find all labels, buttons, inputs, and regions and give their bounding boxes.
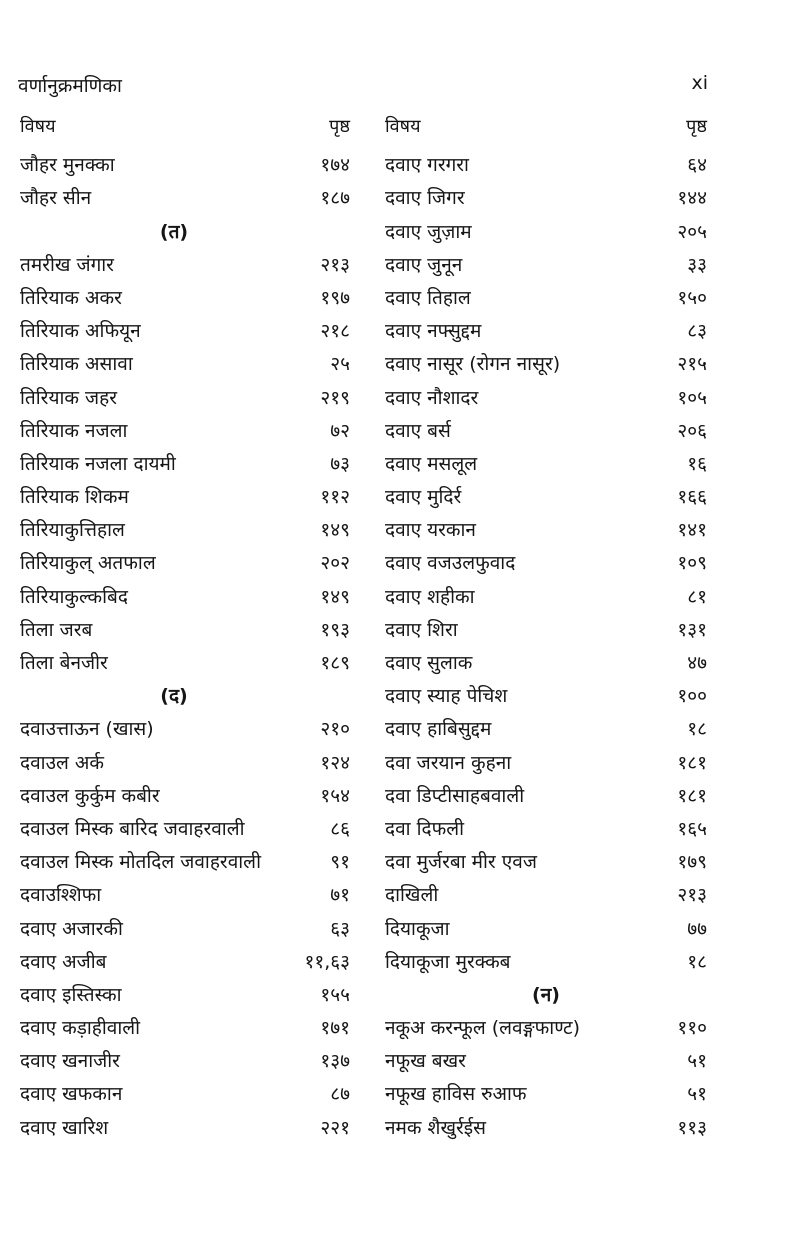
index-entry: [20, 346, 350, 379]
index-entry: [20, 911, 350, 944]
entry-page: १४९: [320, 585, 350, 608]
entry-topic: जौहर सीन: [20, 187, 92, 210]
entry-topic: दवाए हाबिसुद्दम: [385, 718, 492, 741]
index-entry: [385, 844, 707, 877]
index-entry: [20, 1110, 350, 1143]
entry-topic: दवाए स्याह पेचिश: [385, 685, 508, 708]
entry-page: २२१: [320, 1116, 350, 1139]
entry-topic: तिरियाक असावा: [20, 353, 133, 376]
entry-topic: तिरियाक अफियून: [20, 320, 141, 343]
entry-page: १६६: [677, 486, 707, 509]
entry-page: १२४: [320, 751, 350, 774]
entry-page: १३७: [320, 1050, 350, 1073]
entry-page: ११२: [320, 486, 350, 509]
entry-topic: दवाउल कुर्कुम कबीर: [20, 784, 160, 807]
column-header-page: पृष्ठ: [329, 116, 350, 137]
entry-topic: तिरियाक अकर: [20, 286, 122, 309]
entry-page: १९३: [320, 618, 350, 641]
entry-topic: दियाकूजा मुरक्कब: [385, 950, 511, 973]
entry-page: २०५: [677, 220, 707, 243]
entry-page: ७७: [687, 917, 707, 940]
index-entry: [20, 711, 350, 744]
index-entry: [385, 512, 707, 545]
column-header-row: [20, 114, 350, 147]
entry-page: ४७: [687, 652, 707, 674]
entry-topic: नमक शैखुर्रईस: [385, 1116, 486, 1139]
entry-topic: दवाउश्शिफा: [20, 884, 102, 907]
entry-topic: दवाए कड़ाहीवाली: [20, 1017, 141, 1040]
entry-page: १८१: [677, 751, 707, 774]
entry-topic: दवाए तिहाल: [385, 286, 471, 309]
entry-topic: दवाए जुनून: [385, 253, 463, 276]
entry-page: ११३: [677, 1116, 707, 1139]
entry-topic: दवाए अजारकी: [20, 917, 123, 940]
entry-page: १६५: [677, 817, 707, 840]
index-entry: [20, 413, 350, 446]
index-entry: [20, 944, 350, 977]
entry-topic: दवाए नफ्सुद्दम: [385, 320, 482, 343]
index-entry: [20, 147, 350, 180]
section-heading: [20, 678, 350, 711]
index-entry: [385, 745, 707, 778]
entry-topic: दवाए इस्तिस्का: [20, 983, 122, 1006]
column-header-page: पृष्ठ: [686, 116, 707, 137]
entry-page: १८: [687, 718, 707, 741]
entry-page: १०९: [677, 552, 707, 575]
index-entry: [20, 778, 350, 811]
index-entry: [20, 977, 350, 1010]
index-entry: [385, 413, 707, 446]
entry-page: ९१: [330, 851, 350, 874]
entry-page: ७३: [330, 452, 350, 475]
index-entry: [20, 280, 350, 313]
entry-topic: दवाउत्ताऊन (खास): [20, 718, 154, 741]
index-entry: [385, 612, 707, 645]
entry-page: १८७: [320, 187, 350, 210]
entry-topic: दवाए गरगरा: [385, 154, 469, 177]
section-heading: [385, 977, 707, 1010]
entry-page: २०६: [677, 419, 707, 442]
index-entry: [20, 645, 350, 678]
page-title: वर्णानुक्रमणिका: [18, 75, 122, 97]
entry-page: ७२: [330, 419, 350, 442]
index-entry: [385, 778, 707, 811]
entry-topic: दवा डिप्टीसाहबवाली: [385, 784, 525, 807]
index-entry: [20, 745, 350, 778]
entry-page: ८६: [330, 817, 350, 840]
entry-page: १४१: [677, 519, 707, 542]
entry-page: १८१: [677, 784, 707, 807]
index-entry: [20, 313, 350, 346]
entry-topic: तिरियाकुल् अतफाल: [20, 552, 156, 575]
entry-page: १००: [677, 685, 707, 708]
index-entry: [385, 247, 707, 280]
entry-topic: जौहर मुनक्का: [20, 154, 115, 177]
entry-page: २१०: [320, 718, 350, 741]
index-entry: [20, 1043, 350, 1076]
index-entry: [385, 1076, 707, 1109]
entry-topic: दियाकूजा: [385, 917, 450, 940]
entry-page: ३३: [687, 253, 707, 276]
entry-topic: दवाए अजीब: [20, 950, 107, 973]
section-letter: (न): [532, 983, 560, 1006]
section-letter: (द): [160, 685, 188, 708]
entry-page: १७४: [320, 154, 350, 177]
index-entry: [385, 711, 707, 744]
index-entry: [20, 811, 350, 844]
entry-topic: दवाउल मिस्क मोतदिल जवाहरवाली: [20, 851, 261, 874]
section-letter: (त): [159, 220, 189, 243]
index-entry: [385, 147, 707, 180]
entry-topic: दवाए खफकान: [20, 1083, 123, 1106]
column-header-topic: विषय: [20, 116, 56, 137]
entry-topic: दवाए शहीका: [385, 585, 475, 608]
index-entry: [20, 446, 350, 479]
entry-topic: दवाए शिरा: [385, 618, 458, 641]
entry-topic: दवाए जुज़ाम: [385, 220, 472, 243]
entry-topic: तमरीख जंगार: [20, 253, 114, 276]
index-column-right: [385, 114, 707, 1143]
index-entry: [385, 214, 707, 247]
entry-topic: दवाए खनाजीर: [20, 1050, 120, 1073]
entry-page: ५१: [687, 1050, 707, 1073]
entry-topic: नफूख बखर: [385, 1050, 466, 1073]
entry-topic: दवाए नौशादर: [385, 386, 479, 409]
index-entry: [20, 180, 350, 213]
entry-page: ८७: [330, 1083, 350, 1106]
entry-topic: दवाए बर्स: [385, 419, 451, 442]
entry-page: १७१: [320, 1017, 350, 1040]
entry-page: १४९: [320, 519, 350, 542]
entry-page: २१३: [677, 884, 707, 907]
entry-topic: तिरियाक शिकम: [20, 486, 129, 509]
entry-topic: दवा दिफली: [385, 817, 465, 840]
entry-topic: दवाए नासूर (रोगन नासूर): [385, 353, 561, 376]
index-entry: [385, 180, 707, 213]
entry-topic: दवाए वजउलफुवाद: [385, 552, 516, 575]
index-entry: [385, 645, 707, 678]
entry-topic: दवाए जिगर: [385, 187, 465, 210]
index-entry: [20, 579, 350, 612]
entry-topic: दवाउल मिस्क बारिद जवाहरवाली: [20, 817, 245, 840]
entry-topic: दवाए सुलाक: [385, 652, 473, 674]
entry-page: ८१: [687, 585, 707, 608]
entry-page: ११०: [677, 1017, 707, 1040]
entry-topic: नफूख हाविस रुआफ: [385, 1083, 527, 1106]
entry-topic: नकूअ करन्फूल (लवङ्गफाण्ट): [385, 1017, 581, 1040]
index-entry: [385, 545, 707, 578]
entry-page: २५: [330, 353, 350, 376]
index-entry: [385, 479, 707, 512]
index-entry: [385, 1043, 707, 1076]
index-entry: [20, 512, 350, 545]
index-entry: [385, 380, 707, 413]
entry-topic: दवाए मसलूल: [385, 452, 478, 475]
index-entry: [385, 1010, 707, 1043]
entry-page: १८: [687, 950, 707, 973]
entry-topic: तिरियाक नजला: [20, 419, 128, 442]
entry-page: ८३: [687, 320, 707, 343]
index-entry: [20, 612, 350, 645]
entry-page: १३१: [677, 618, 707, 641]
index-entry: [20, 380, 350, 413]
entry-page: १७९: [677, 851, 707, 874]
entry-topic: तिरियाक जहर: [20, 386, 117, 409]
page-number: xi: [691, 72, 708, 94]
index-entry: [20, 479, 350, 512]
entry-page: १६: [687, 452, 707, 475]
entry-page: ७१: [330, 884, 350, 907]
index-entry: [385, 579, 707, 612]
entry-page: ११,६३: [304, 950, 350, 973]
index-entry: [385, 678, 707, 711]
entry-page: १८९: [320, 652, 350, 674]
page-header: [18, 72, 708, 102]
index-entry: [20, 1076, 350, 1109]
entry-page: ६४: [687, 154, 707, 177]
entry-page: २०२: [320, 552, 350, 575]
entry-topic: तिरियाकुल्कबिद: [20, 585, 128, 608]
entry-topic: तिरियाक नजला दायमी: [20, 452, 176, 475]
entry-page: १५०: [677, 286, 707, 309]
entry-page: १५४: [320, 784, 350, 807]
index-entry: [385, 877, 707, 910]
entry-topic: दवाउल अर्क: [20, 751, 105, 774]
index-entry: [20, 545, 350, 578]
index-entry: [20, 1010, 350, 1043]
section-heading: [20, 214, 350, 247]
entry-page: २१८: [320, 320, 350, 343]
entry-page: ६३: [330, 917, 350, 940]
index-entry: [20, 247, 350, 280]
entry-topic: दवा जरयान कुहना: [385, 751, 512, 774]
column-header-row: [385, 114, 707, 147]
entry-topic: तिला बेनजीर: [20, 652, 108, 674]
index-entry: [385, 313, 707, 346]
entry-page: २१५: [677, 353, 707, 376]
entry-page: १०५: [677, 386, 707, 409]
index-entry: [20, 844, 350, 877]
entry-page: २१९: [320, 386, 350, 409]
entry-topic: तिरियाकुत्तिहाल: [20, 519, 125, 542]
entry-page: १९७: [320, 286, 350, 309]
index-entry: [385, 1110, 707, 1143]
column-header-topic: विषय: [385, 116, 421, 137]
entry-topic: तिला जरब: [20, 618, 93, 641]
index-entry: [385, 811, 707, 844]
entry-topic: दवाए यरकान: [385, 519, 476, 542]
entry-topic: दवा मुर्जरबा मीर एवज: [385, 851, 537, 874]
index-entry: [385, 280, 707, 313]
index-entry: [385, 911, 707, 944]
index-entry: [385, 346, 707, 379]
entry-page: २१३: [320, 253, 350, 276]
entry-topic: दवाए खारिश: [20, 1116, 109, 1139]
index-entry: [20, 877, 350, 910]
index-entry: [385, 944, 707, 977]
index-column-left: [20, 114, 350, 1143]
entry-page: १५५: [320, 983, 350, 1006]
entry-page: ५१: [687, 1083, 707, 1106]
entry-topic: दवाए मुदिर्र: [385, 486, 462, 509]
entry-topic: दाखिली: [385, 884, 439, 907]
entry-page: १४४: [677, 187, 707, 210]
index-entry: [385, 446, 707, 479]
